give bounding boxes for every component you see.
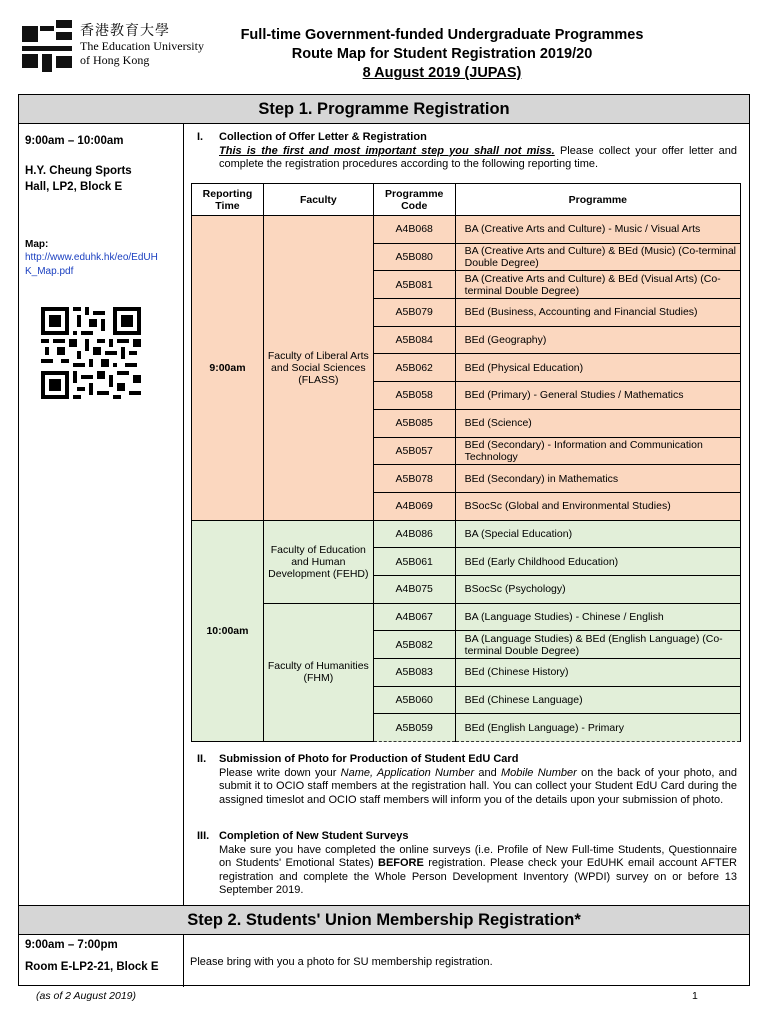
programme-name: BA (Creative Arts and Culture) & BEd (Visual Arts) (Co-terminal Double Degree) — [455, 271, 740, 299]
italic-text: Name, Application Number — [340, 766, 475, 779]
programme-code: A5B058 — [373, 382, 455, 410]
programme-name: BEd (Secondary) in Mathematics — [455, 465, 740, 493]
section-text: and — [474, 766, 502, 779]
programme-schedule-table — [191, 183, 741, 742]
step2-title: Step 2. Students' Union Membership Registration* — [19, 905, 749, 935]
reporting-time-cell: 9:00am — [192, 216, 264, 521]
programme-name: BEd (Business, Accounting and Financial Studies) — [455, 299, 740, 327]
logo-english-line1: The Education University — [80, 39, 204, 53]
step2-instruction: Please bring with you a photo for SU membership registration. — [190, 956, 493, 968]
programme-code: A5B060 — [373, 686, 455, 714]
table-row — [192, 216, 741, 244]
logo-chinese-name: 香港教育大學 — [80, 24, 170, 39]
step1-venue-line1: H.Y. Cheung Sports — [25, 165, 132, 177]
programme-name: BEd (English Language) - Primary — [455, 714, 740, 742]
programme-name: BEd (Primary) - General Studies / Mathematics — [455, 382, 740, 410]
section-heading: Collection of Offer Letter & Registration — [219, 131, 427, 143]
map-link-line1[interactable]: http://www.eduhk.hk/eo/EdUH — [25, 252, 158, 263]
step1-time: 9:00am – 10:00am — [25, 135, 124, 147]
section-text: registration. Please check your EdUHK email account AFTER registration and complete the Whole Person Development Inventory (WPDI) survey on or before 13 September 2019. — [219, 857, 737, 896]
programme-code: A5B061 — [373, 548, 455, 576]
programme-code: A4B086 — [373, 520, 455, 548]
qr-code-icon — [41, 307, 141, 399]
university-logo — [22, 14, 222, 78]
reporting-time-cell: 10:00am — [192, 520, 264, 742]
programme-code: A5B081 — [373, 271, 455, 299]
programme-name: BEd (Geography) — [455, 326, 740, 354]
programme-code: A4B069 — [373, 492, 455, 520]
eduhk-emblem-icon — [22, 20, 74, 72]
section-offer-letter — [197, 131, 737, 172]
section-heading: Submission of Photo for Production of Student EdU Card — [219, 753, 519, 765]
programme-code: A5B080 — [373, 243, 455, 271]
programme-code: A5B085 — [373, 409, 455, 437]
map-label: Map: — [25, 239, 49, 250]
faculty-cell: Faculty of Education and Human Development (FEHD) — [263, 520, 373, 603]
programme-name: BEd (Science) — [455, 409, 740, 437]
section-number: I. — [197, 131, 204, 143]
faculty-cell: Faculty of Humanities (FHM) — [263, 603, 373, 741]
step2-time: 9:00am – 7:00pm — [25, 939, 118, 951]
programme-code: A4B067 — [373, 603, 455, 631]
programme-name: BSocSc (Psychology) — [455, 575, 740, 603]
section-text: Please collect your offer letter and complete the registration procedures according to the following reporting time. — [219, 144, 737, 170]
faculty-cell: Faculty of Liberal Arts and Social Sciences (FLASS) — [263, 216, 373, 521]
bold-text: BEFORE — [378, 857, 424, 869]
programme-code: A5B083 — [373, 659, 455, 687]
programme-code: A5B084 — [373, 326, 455, 354]
step1-venue-line2: Hall, LP2, Block E — [25, 181, 123, 193]
col-header-code: Programme Code — [373, 184, 455, 216]
italic-text: Mobile Number — [501, 766, 577, 779]
programme-code: A5B059 — [373, 714, 455, 742]
route-map-frame — [18, 94, 750, 986]
programme-code: A5B062 — [373, 354, 455, 382]
programme-name: BEd (Chinese History) — [455, 659, 740, 687]
programme-name: BA (Special Education) — [455, 520, 740, 548]
col-header-time: Reporting Time — [192, 184, 264, 216]
programme-name: BA (Creative Arts and Culture) & BEd (Music) (Co-terminal Double Degree) — [455, 243, 740, 271]
section-number: III. — [197, 830, 210, 842]
section-surveys — [197, 830, 737, 898]
page-number: 1 — [692, 990, 698, 1002]
revision-date: (as of 2 August 2019) — [36, 990, 137, 1002]
table-row — [192, 603, 741, 631]
section-text: Make sure you have completed the online surveys (i.e. Profile of New Full-time Students, Questionnaire on Students' Emotional States) — [219, 843, 737, 869]
header-line1: Full-time Government-funded Undergraduate Programmes — [240, 27, 644, 43]
col-header-programme: Programme — [455, 184, 740, 216]
header-line2: Route Map for Student Registration 2019/20 — [291, 46, 593, 62]
programme-name: BEd (Secondary) - Information and Communication Technology — [455, 437, 740, 465]
emphasis-text: This is the first and most important step you shall not miss. — [219, 144, 555, 157]
programme-name: BSocSc (Global and Environmental Studies) — [455, 492, 740, 520]
section-text: Please write down your — [219, 766, 341, 779]
programme-code: A5B057 — [373, 437, 455, 465]
programme-name: BEd (Chinese Language) — [455, 686, 740, 714]
programme-name: BEd (Early Childhood Education) — [455, 548, 740, 576]
section-text: on the back of your photo, and submit it to OCIO staff members at the registration hall. You can collect your Student EdU Card during the assigned timeslot and OCIO staff members will inform you of the details upon your submission of photo. — [219, 766, 737, 806]
header-date: 8 August 2019 (JUPAS) — [362, 65, 522, 81]
left-column-divider — [183, 935, 184, 987]
programme-name: BA (Creative Arts and Culture) - Music / Visual Arts — [455, 216, 740, 244]
step1-title: Step 1. Programme Registration — [19, 95, 749, 124]
logo-english-line2: of Hong Kong — [80, 53, 150, 67]
programme-name: BA (Language Studies) & BEd (English Language) (Co-terminal Double Degree) — [455, 631, 740, 659]
table-header-row — [192, 184, 741, 216]
step2-venue: Room E-LP2-21, Block E — [25, 961, 159, 973]
map-link-line2[interactable]: K_Map.pdf — [25, 266, 74, 277]
programme-code: A5B078 — [373, 465, 455, 493]
table-row — [192, 520, 741, 548]
programme-name: BEd (Physical Education) — [455, 354, 740, 382]
col-header-faculty: Faculty — [263, 184, 373, 216]
section-number: II. — [197, 753, 207, 765]
programme-code: A4B068 — [373, 216, 455, 244]
programme-name: BA (Language Studies) - Chinese / English — [455, 603, 740, 631]
document-header — [222, 26, 662, 83]
programme-code: A5B079 — [373, 299, 455, 327]
programme-code: A4B075 — [373, 575, 455, 603]
section-heading: Completion of New Student Surveys — [219, 830, 409, 842]
map-link[interactable] — [25, 251, 175, 279]
left-column-divider — [183, 124, 184, 905]
programme-code: A5B082 — [373, 631, 455, 659]
section-photo-submission — [197, 753, 737, 807]
